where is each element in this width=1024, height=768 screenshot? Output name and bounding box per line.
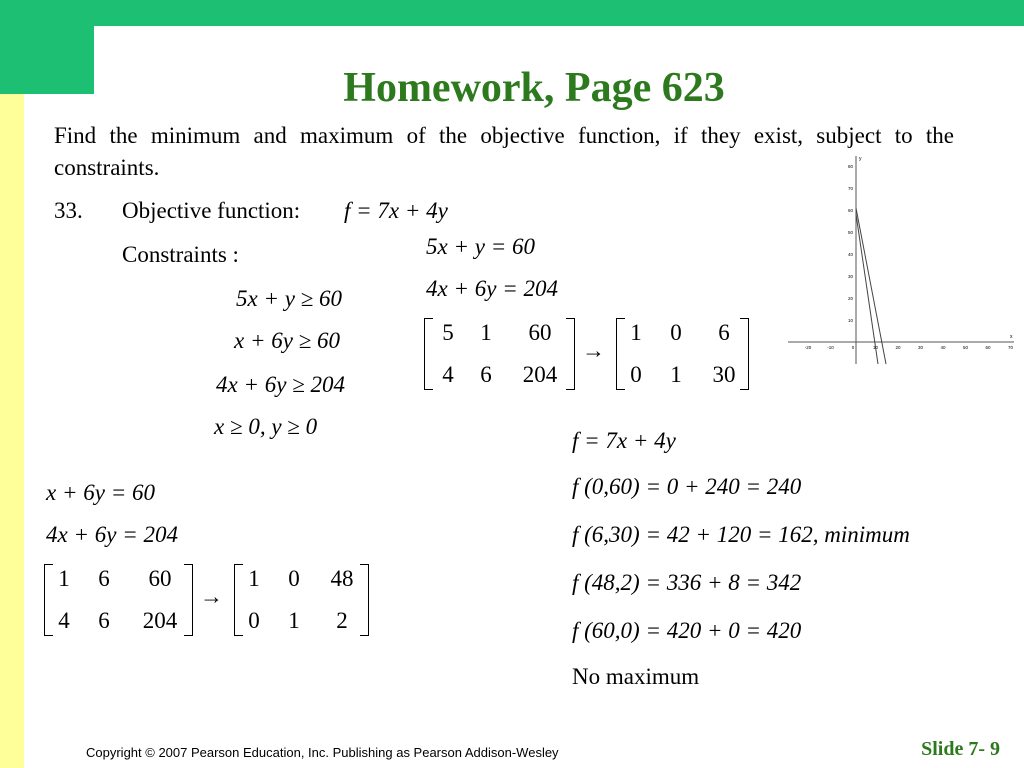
matrix-cell: 1 (248, 566, 260, 591)
eval-point-1: f (0,60) = 0 + 240 = 240 (572, 474, 802, 499)
matrix-cell: 48 (330, 566, 354, 591)
matrix-cell: 5 (442, 320, 454, 345)
y-tick-label: 30 (848, 274, 854, 279)
matrix-cell: 0 (248, 608, 260, 633)
matrix-cell: 6 (98, 566, 110, 591)
bracket-right (184, 564, 193, 636)
matrix-cell: 204 (522, 362, 558, 387)
y-tick-labels (848, 152, 854, 323)
matrix-cell: 4 (58, 608, 70, 633)
constraint-line-1 (856, 208, 886, 364)
x-tick-label: -10 (827, 345, 834, 350)
matrix-cell: 6 (98, 608, 110, 633)
matrix-cell: 1 (670, 362, 682, 387)
slide-number: Slide 7- 9 (921, 738, 1000, 760)
system1-eq1: 5x + y = 60 (426, 234, 535, 259)
bracket-right (360, 564, 369, 636)
matrix-cell: 30 (712, 362, 736, 387)
matrix-cell: 6 (480, 362, 492, 387)
system2-eq2: 4x + 6y = 204 (46, 522, 178, 547)
arrow-icon: → (200, 584, 223, 609)
system2-eq1: x + 6y = 60 (46, 480, 155, 505)
matrix-cell: 60 (528, 320, 552, 345)
matrix-cell: 1 (480, 320, 492, 345)
y-tick-label: 10 (848, 318, 854, 323)
matrix-group-1 (424, 316, 764, 392)
matrix-cell: 0 (288, 566, 300, 591)
intro-text: Find the minimum and maximum of the objective function, if they exist, subject to the constraints. (54, 123, 954, 180)
x-tick-label: 20 (895, 345, 901, 350)
matrix-cell: 0 (670, 320, 682, 345)
matrix-cell: 1 (630, 320, 642, 345)
x-tick-labels (805, 345, 1014, 350)
y-tick-label: 20 (848, 296, 854, 301)
top-accent-bar (0, 0, 1024, 26)
eval-point-2: f (6,30) = 42 + 120 = 162, minimum (572, 522, 910, 547)
constraints-label: Constraints : (122, 242, 239, 267)
x-tick-label: 0 (851, 345, 855, 350)
y-tick-label: 80 (848, 164, 854, 169)
x-tick-label: 60 (985, 345, 991, 350)
constraint-2: x + 6y ≥ 60 (234, 328, 341, 353)
matrix-cell: 1 (58, 566, 70, 591)
x-axis-label: x (1010, 334, 1013, 340)
x-tick-label: 10 (872, 345, 879, 350)
y-axis-label: y (859, 156, 862, 162)
y-tick-label: 50 (848, 230, 854, 235)
problem-number: 33. (54, 198, 83, 223)
objective-label: Objective function: (122, 198, 301, 223)
constraint-3: 4x + 6y ≥ 204 (216, 372, 346, 397)
eval-point-3: f (48,2) = 336 + 8 = 342 (572, 570, 802, 595)
matrix-cell: 204 (142, 608, 178, 633)
conclusion-text: No maximum (572, 664, 700, 689)
eval-point-4: f (60,0) = 420 + 0 = 420 (572, 618, 802, 643)
matrix-group-2 (44, 562, 384, 638)
x-tick-label: 30 (917, 345, 924, 350)
x-tick-label: 70 (1007, 345, 1014, 350)
matrix-cell: 1 (288, 608, 300, 633)
x-tick-label: -20 (804, 345, 812, 350)
system1-eq2: 4x + 6y = 204 (426, 276, 558, 301)
bracket-right (740, 318, 749, 390)
y-tick-label: 60 (848, 208, 854, 213)
objective-expr: f = 7x + 4y (344, 198, 448, 223)
matrix-cell: 4 (442, 362, 454, 387)
y-tick-label: 70 (848, 186, 854, 191)
x-tick-label: 40 (940, 345, 946, 350)
constraint-graph (786, 152, 1016, 366)
x-tick-label: 50 (962, 345, 969, 350)
constraint-4: x ≥ 0, y ≥ 0 (214, 414, 318, 439)
arrow-icon: → (582, 338, 605, 363)
eval-formula: f = 7x + 4y (572, 428, 676, 453)
matrix-cell: 2 (336, 608, 348, 633)
bracket-right (566, 318, 575, 390)
left-accent-bar (0, 94, 24, 768)
constraint-1: 5x + y ≥ 60 (236, 286, 343, 311)
matrix-cell: 6 (718, 320, 730, 345)
slide-title: Homework, Page 623 (343, 65, 725, 111)
y-tick-label: 40 (848, 252, 854, 257)
copyright-footer: Copyright © 2007 Pearson Education, Inc. Publishing as Pearson Addison-Wesley (86, 745, 559, 760)
matrix-cell: 0 (630, 362, 642, 387)
matrix-cell: 60 (148, 566, 172, 591)
